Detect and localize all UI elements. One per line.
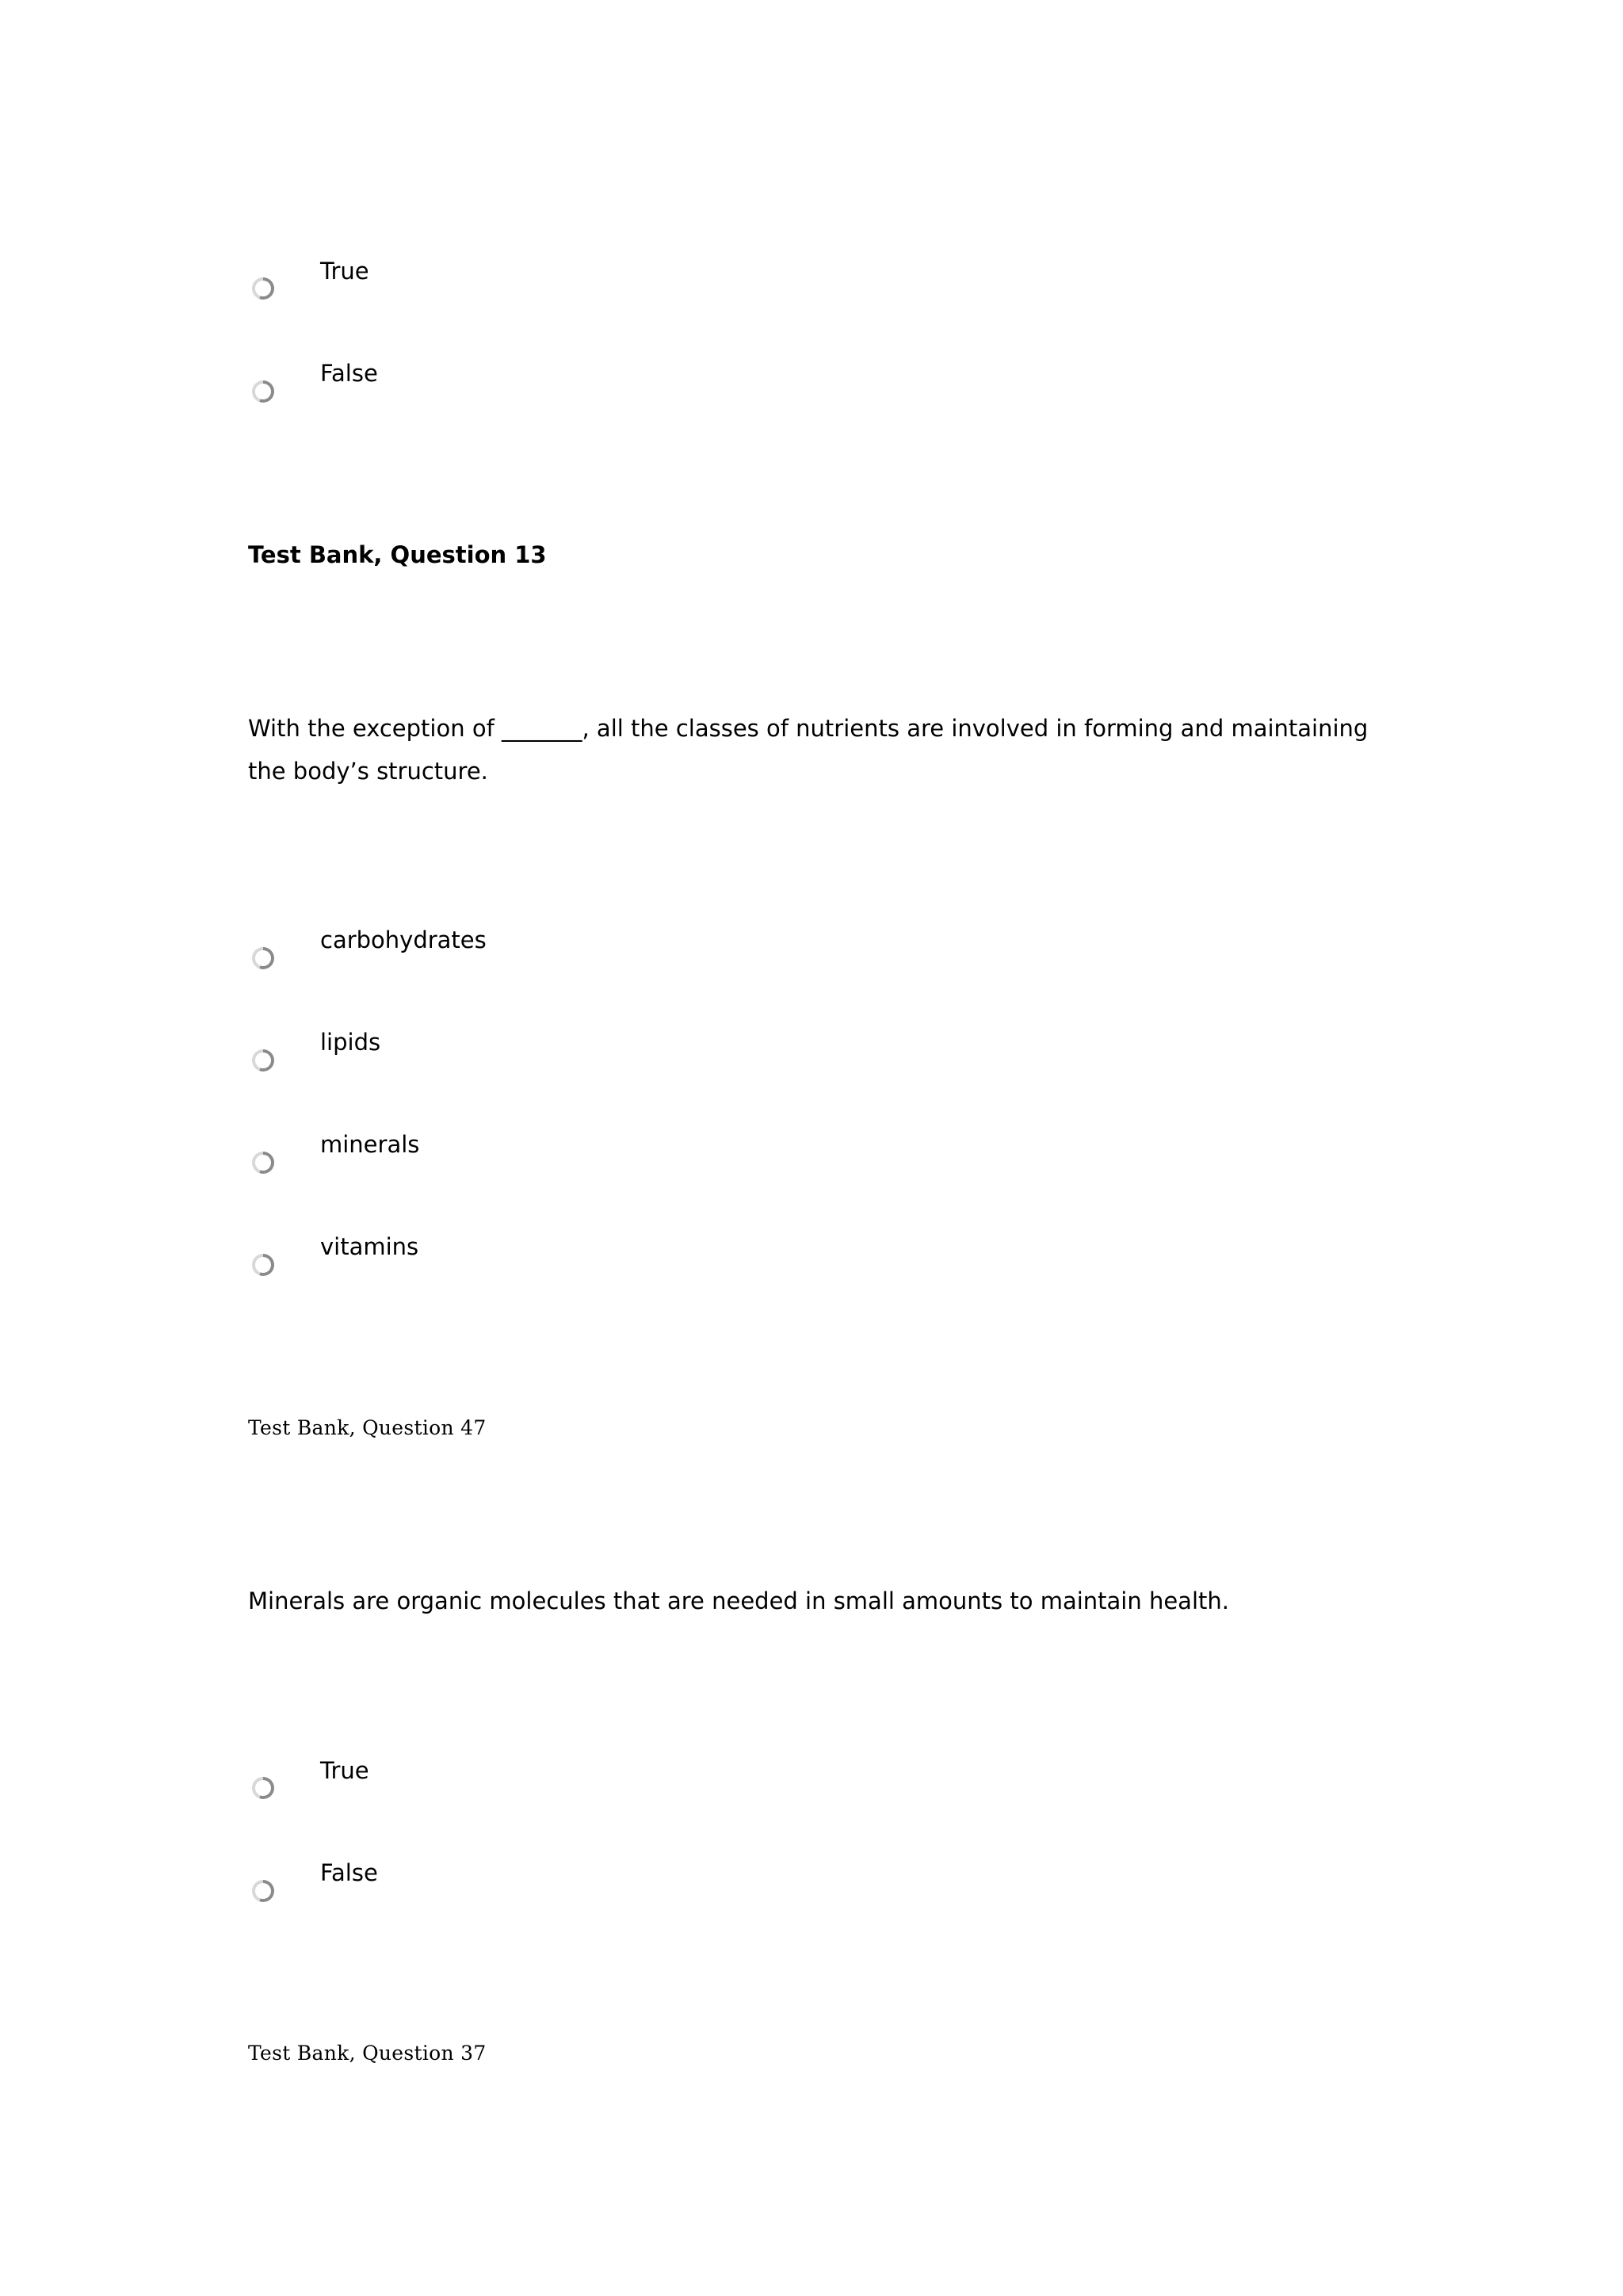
- radio-vitamins[interactable]: [252, 1254, 274, 1276]
- option-label: False: [320, 360, 378, 387]
- radio-true[interactable]: [252, 1777, 274, 1799]
- option-label: True: [320, 258, 369, 285]
- question-heading: Test Bank, Question 37: [248, 2042, 487, 2065]
- option-label: False: [320, 1859, 378, 1886]
- option-label: lipids: [320, 1029, 381, 1056]
- question-heading: Test Bank, Question 47: [248, 1416, 487, 1439]
- question-stem: Minerals are organic molecules that are needed in small amounts to maintain health.: [248, 1587, 1229, 1614]
- option-label: minerals: [320, 1131, 420, 1158]
- radio-minerals[interactable]: [252, 1152, 274, 1174]
- option-label: vitamins: [320, 1233, 419, 1260]
- radio-false[interactable]: [252, 1880, 274, 1902]
- radio-true[interactable]: [252, 277, 274, 300]
- question-stem: With the exception of _______, all the classes of nutrients are involved in forming and maintaining the body’s structure.: [248, 715, 1369, 785]
- radio-false[interactable]: [252, 380, 274, 403]
- question-heading: Test Bank, Question 13: [248, 541, 547, 568]
- option-label: carbohydrates: [320, 926, 487, 953]
- option-label: True: [320, 1757, 369, 1784]
- radio-lipids[interactable]: [252, 1049, 274, 1072]
- radio-carbohydrates[interactable]: [252, 947, 274, 969]
